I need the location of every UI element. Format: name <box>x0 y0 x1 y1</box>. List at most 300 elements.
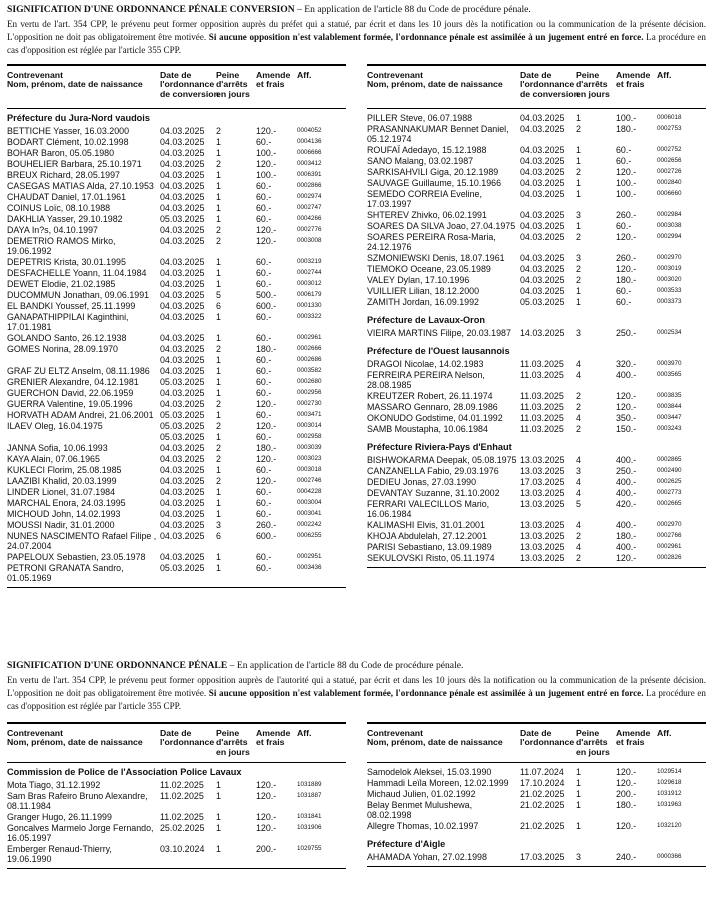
fine-amount: 60.- <box>256 563 272 573</box>
header-aff: Aff. <box>657 70 672 80</box>
table-row <box>7 181 346 191</box>
decision-date: 03.10.2024 <box>160 844 205 854</box>
case-number: 0003447 <box>657 414 682 421</box>
fine-amount: 120.- <box>616 167 637 177</box>
fine-amount: 120.- <box>256 399 277 409</box>
fine-amount: 420.- <box>616 499 637 509</box>
detention-days: 1 <box>216 844 221 854</box>
case-number: 0002242 <box>297 521 322 528</box>
case-number: 0002961 <box>297 334 322 341</box>
offender-name: MOUSSI Nadir, 31.01.2000 <box>7 520 115 530</box>
decision-date: 04.03.2025 <box>520 145 565 155</box>
fine-amount: 400.- <box>616 520 637 530</box>
table-row <box>7 531 346 551</box>
detention-days: 1 <box>216 465 221 475</box>
offender-name: GUERRA Valentine, 19.05.1996 <box>7 399 133 409</box>
decision-date: 21.02.2025 <box>520 789 565 799</box>
header-amende: Amende et frais <box>616 728 651 748</box>
decision-date: 04.03.2025 <box>160 399 205 409</box>
offender-name: NUNES NASCIMENTO Rafael Filipe , 24.07.2004 <box>7 531 157 551</box>
fine-amount: 240.- <box>616 852 637 862</box>
detention-days: 6 <box>216 301 221 311</box>
table-row <box>7 366 346 376</box>
offender-name: BETTICHE Yasser, 16.03.2000 <box>7 126 130 136</box>
offender-name: SANO Malang, 03.02.1987 <box>367 156 474 166</box>
table-row <box>367 297 706 307</box>
detention-days: 1 <box>216 192 221 202</box>
intro-text: En vertu de l'art. 354 CPP, le prévenu peut former opposition auprès de l'autorité qui a statué, par écrit et dans les 10 jours dès la notification ou la communication de la présente décision. L'opposition ne doit pas obligatoirement être motivée. <box>7 675 706 698</box>
offender-name: SEKULOVSKI Risto, 05.11.1974 <box>367 553 495 563</box>
case-number: 0003008 <box>297 237 322 244</box>
decision-date: 04.03.2025 <box>160 531 205 541</box>
table-row <box>7 520 346 530</box>
table-row <box>7 333 346 343</box>
table-row <box>7 312 346 332</box>
fine-amount: 600.- <box>256 531 277 541</box>
decision-date: 04.03.2025 <box>160 454 205 464</box>
table-row <box>367 424 706 434</box>
table-row <box>7 203 346 213</box>
decision-date: 04.03.2025 <box>160 159 205 169</box>
decision-date: 04.03.2025 <box>520 253 565 263</box>
detention-days: 5 <box>216 290 221 300</box>
decision-date: 05.03.2025 <box>520 297 565 307</box>
fine-amount: 60.- <box>256 410 272 420</box>
decision-date: 04.03.2025 <box>160 498 205 508</box>
case-number: 0003436 <box>297 564 322 571</box>
decision-date: 04.03.2025 <box>160 301 205 311</box>
fine-amount: 600.- <box>256 301 277 311</box>
decision-date: 04.03.2025 <box>160 181 205 191</box>
table-row <box>367 113 706 123</box>
fine-amount: 150.- <box>616 424 637 434</box>
fine-amount: 60.- <box>616 297 632 307</box>
offender-name: AHAMADA Yohan, 27.02.1998 <box>367 852 487 862</box>
fine-amount: 60.- <box>616 221 632 231</box>
offender-name: DEVANTAY Suzanne, 31.10.2002 <box>367 488 500 498</box>
fine-amount: 120.- <box>256 791 277 801</box>
detention-days: 2 <box>216 443 221 453</box>
intro-text: En vertu de l'art. 354 CPP, le prévenu peut former opposition auprès du préfet qui a statué, par écrit et dans les 10 jours dès la notification ou la communication de la présente décision. L'opposition ne doit pas obligatoirement être motivée. <box>7 19 706 42</box>
table-row <box>7 192 346 202</box>
detention-days: 1 <box>216 780 221 790</box>
panel-top-rule <box>367 64 706 66</box>
case-number: 1029514 <box>657 768 682 775</box>
fine-amount: 120.- <box>616 391 637 401</box>
fine-amount: 120.- <box>256 159 277 169</box>
detention-days: 4 <box>576 455 581 465</box>
offender-name: Allegre Thomas, 10.02.1997 <box>367 821 479 831</box>
case-number: 0004266 <box>297 215 322 222</box>
decision-date: 04.03.2025 <box>160 333 205 343</box>
case-number: 0002752 <box>657 146 682 153</box>
offender-name: ZAMITH Jordan, 16.09.1992 <box>367 297 479 307</box>
offender-name: GUERCHON David, 22.06.1959 <box>7 388 134 398</box>
case-number: 0002490 <box>657 467 682 474</box>
offender-name: DAKHLIA Yasser, 29.10.1982 <box>7 214 123 224</box>
decision-date: 04.03.2025 <box>160 312 205 322</box>
case-number: 0002766 <box>657 532 682 539</box>
table-row <box>367 232 706 252</box>
section-heading: SIGNIFICATION D'UNE ORDONNANCE PÉNALE CONVERSION <box>7 4 295 15</box>
header-date: Date de l'ordonnance de conversion <box>520 70 579 99</box>
table-row <box>7 476 346 486</box>
section-intro-ordonnance <box>7 674 706 713</box>
offender-name: KHOJA Abdulelah, 27.12.2001 <box>367 531 487 541</box>
detention-days: 4 <box>576 477 581 487</box>
fine-amount: 60.- <box>256 203 272 213</box>
header-date: Date de l'ordonnance <box>520 728 575 748</box>
table-row <box>367 488 706 498</box>
decision-date: 04.03.2025 <box>160 552 205 562</box>
decision-date: 04.03.2025 <box>520 113 565 123</box>
decision-date: 11.02.2025 <box>160 812 204 822</box>
fine-amount: 350.- <box>616 413 637 423</box>
detention-days: 1 <box>216 791 221 801</box>
header-aff: Aff. <box>657 728 672 738</box>
detention-days: 2 <box>216 225 221 235</box>
case-number: 0003018 <box>297 466 322 473</box>
fine-amount: 250.- <box>616 328 637 338</box>
header-bottom-rule <box>367 762 706 763</box>
offender-name: CANZANELLA Fabio, 29.03.1976 <box>367 466 499 476</box>
decision-date: 17.10.2024 <box>520 778 565 788</box>
detention-days: 2 <box>576 264 581 274</box>
panel-police-lavaux <box>7 722 346 904</box>
case-number: 0002994 <box>657 233 682 240</box>
decision-date: 04.03.2025 <box>160 148 205 158</box>
table-row <box>367 221 706 231</box>
table-row <box>7 355 346 365</box>
header-amende: Amende et frais <box>256 728 291 748</box>
case-number: 0006018 <box>657 114 682 121</box>
offender-name: FERREIRA PEREIRA Nelson, 28.08.1985 <box>367 370 485 390</box>
fine-amount: 60.- <box>256 498 272 508</box>
decision-date: 04.03.2025 <box>160 290 205 300</box>
detention-days: 1 <box>576 789 581 799</box>
table-row <box>367 402 706 412</box>
offender-name: GRENIER Alexandre, 04.12.1981 <box>7 377 139 387</box>
decision-date: 11.03.2025 <box>520 424 564 434</box>
detention-days: 1 <box>216 355 221 365</box>
table-row <box>367 778 706 788</box>
detention-days: 1 <box>216 137 221 147</box>
detention-days: 2 <box>216 476 221 486</box>
decision-date: 21.02.2025 <box>520 800 565 810</box>
intro-bold-text: Si aucune opposition n'est valablement formée, l'ordonnance pénale est assimilée à un jugement entré en force. <box>208 32 644 42</box>
detention-days: 3 <box>576 210 581 220</box>
table-row <box>367 253 706 263</box>
offender-name: CHAUDAT Daniel, 17.01.1961 <box>7 192 127 202</box>
case-number: 0003019 <box>657 265 682 272</box>
intro-end-text: La procédure en cas d'opposition est réglée par l'article 355 CPP. <box>7 688 706 711</box>
offender-name: Michaud Julien, 01.02.1992 <box>367 789 476 799</box>
offender-name: HORVATH ADAM Andrei, 21.06.2001 <box>7 410 154 420</box>
table-row <box>367 553 706 563</box>
decision-date: 17.03.2025 <box>520 852 565 862</box>
decision-date: 21.02.2025 <box>520 821 565 831</box>
case-number: 1031887 <box>297 792 322 799</box>
offender-name: ILAEV Oleg, 16.04.1975 <box>7 421 103 431</box>
case-number: 0002776 <box>297 226 322 233</box>
detention-days: 4 <box>576 359 581 369</box>
case-number: 0002970 <box>657 254 682 261</box>
decision-date: 11.07.2024 <box>520 767 564 777</box>
decision-date: 04.03.2025 <box>160 137 205 147</box>
fine-amount: 120.- <box>256 476 277 486</box>
detention-days: 2 <box>216 421 221 431</box>
header-date: Date de l'ordonnance <box>160 728 215 748</box>
case-number: 0003412 <box>297 160 322 167</box>
fine-amount: 60.- <box>256 192 272 202</box>
decision-date: 04.03.2025 <box>520 189 565 199</box>
decision-date: 04.03.2025 <box>160 236 205 246</box>
fine-amount: 260.- <box>616 210 637 220</box>
fine-amount: 60.- <box>256 377 272 387</box>
offender-name: SAMB Moustapha, 10.06.1984 <box>367 424 488 434</box>
offender-name: Belay Benmet Mulushewa, 08.02.1998 <box>367 800 473 820</box>
case-number: 0002840 <box>657 179 682 186</box>
detention-days: 1 <box>576 113 581 123</box>
table-row <box>367 124 706 144</box>
case-number: 1031906 <box>297 824 322 831</box>
detention-days: 1 <box>216 268 221 278</box>
case-number: 0003533 <box>657 287 682 294</box>
table-row <box>7 454 346 464</box>
decision-date: 04.03.2025 <box>160 344 205 354</box>
table-row <box>7 443 346 453</box>
case-number: 0002956 <box>297 389 322 396</box>
offender-name: PILLER Steve, 06.07.1988 <box>367 113 473 123</box>
group-heading: Préfecture du Jura-Nord vaudois <box>7 113 150 123</box>
fine-amount: 260.- <box>616 253 637 263</box>
table-row <box>7 552 346 562</box>
decision-date: 13.03.2025 <box>520 466 565 476</box>
case-number: 0003020 <box>657 276 682 283</box>
header-contrevenant: Contrevenant Nom, prénom, date de naissance <box>367 728 503 748</box>
table-row <box>7 563 346 583</box>
fine-amount: 60.- <box>256 257 272 267</box>
case-number: 0002730 <box>297 400 322 407</box>
table-row <box>7 159 346 169</box>
intro-bold-text: Si aucune opposition n'est valablement formée, l'ordonnance pénale est assimilée à un jugement entré en force. <box>208 688 644 698</box>
header-date: Date de l'ordonnance de conversion <box>160 70 219 99</box>
fine-amount: 120.- <box>616 778 637 788</box>
offender-name: SARKISAHVILI Giga, 20.12.1989 <box>367 167 499 177</box>
table-row <box>367 789 706 799</box>
fine-amount: 60.- <box>616 145 632 155</box>
fine-amount: 120.- <box>256 812 277 822</box>
detention-days: 1 <box>216 181 221 191</box>
fine-amount: 60.- <box>256 487 272 497</box>
table-row <box>7 823 346 843</box>
detention-days: 1 <box>216 563 221 573</box>
decision-date: 13.03.2025 <box>520 553 565 563</box>
header-contrevenant: Contrevenant Nom, prénom, date de naissance <box>7 728 143 748</box>
fine-amount: 60.- <box>256 181 272 191</box>
panel-top-rule <box>367 722 706 724</box>
offender-name: DEDIEU Jonas, 27.03.1990 <box>367 477 477 487</box>
case-number: 0003243 <box>657 425 682 432</box>
header-bottom-rule <box>7 762 346 763</box>
fine-amount: 60.- <box>256 268 272 278</box>
fine-amount: 100.- <box>256 170 277 180</box>
table-row <box>367 477 706 487</box>
panel-bottom-rule <box>367 866 706 867</box>
decision-date: 05.03.2025 <box>160 410 205 420</box>
table-row <box>367 391 706 401</box>
decision-date: 11.03.2025 <box>520 370 564 380</box>
decision-date: 04.03.2025 <box>160 279 205 289</box>
fine-amount: 180.- <box>256 344 277 354</box>
detention-days: 1 <box>216 812 221 822</box>
decision-date: 13.03.2025 <box>520 499 565 509</box>
detention-days: 2 <box>216 236 221 246</box>
offender-name: GOMES Norina, 28.09.1970 <box>7 344 118 354</box>
case-number: 0006255 <box>297 532 322 539</box>
table-row <box>7 290 346 300</box>
section-heading: SIGNIFICATION D'UNE ORDONNANCE PÉNALE <box>7 660 228 671</box>
offender-name: TIEMOKO Oceane, 23.05.1989 <box>367 264 491 274</box>
offender-name: KUKLECI Florim, 25.08.1985 <box>7 465 122 475</box>
group-heading: Préfecture de l'Ouest lausannois <box>367 346 510 356</box>
detention-days: 5 <box>576 499 581 509</box>
case-number: 0003565 <box>657 371 682 378</box>
table-row <box>7 432 346 442</box>
table-row <box>7 377 346 387</box>
table-row <box>367 413 706 423</box>
decision-date: 13.03.2025 <box>520 455 565 465</box>
fine-amount: 180.- <box>616 531 637 541</box>
offender-name: KAYA Alain, 07.06.1965 <box>7 454 100 464</box>
detention-days: 3 <box>576 466 581 476</box>
case-number: 0003039 <box>297 444 322 451</box>
table-row <box>7 498 346 508</box>
detention-days: 1 <box>216 333 221 343</box>
case-number: 0002680 <box>297 378 322 385</box>
detention-days: 3 <box>576 253 581 263</box>
offender-name: Samodelok Aleksei, 15.03.1990 <box>367 767 492 777</box>
offender-name: BODART Clément, 10.02.1998 <box>7 137 129 147</box>
fine-amount: 200.- <box>256 844 277 854</box>
offender-name: SOARES PEREIRA Rosa-Maria, 24.12.1976 <box>367 232 496 252</box>
fine-amount: 120.- <box>616 402 637 412</box>
table-row <box>7 170 346 180</box>
decision-date: 04.03.2025 <box>520 275 565 285</box>
fine-amount: 60.- <box>256 432 272 442</box>
fine-amount: 400.- <box>616 542 637 552</box>
decision-date: 04.03.2025 <box>160 487 205 497</box>
panel-bottom-rule <box>7 868 346 869</box>
table-row <box>7 509 346 519</box>
fine-amount: 120.- <box>616 232 637 242</box>
detention-days: 1 <box>576 778 581 788</box>
decision-date: 11.02.2025 <box>160 791 204 801</box>
detention-days: 2 <box>576 275 581 285</box>
case-number: 0003471 <box>297 411 322 418</box>
case-number: 0003004 <box>297 499 322 506</box>
offender-name: SEMEDO CORREIA Eveline, 17.03.1997 <box>367 189 482 209</box>
detention-days: 1 <box>576 221 581 231</box>
offender-name: SOARES DA SILVA Joao, 27.04.1975 <box>367 221 516 231</box>
decision-date: 04.03.2025 <box>160 520 205 530</box>
header-amende: Amende et frais <box>616 70 651 90</box>
case-number: 0002984 <box>657 211 682 218</box>
decision-date: 04.03.2025 <box>160 268 205 278</box>
case-number: 0002656 <box>657 157 682 164</box>
decision-date: 04.03.2025 <box>160 192 205 202</box>
header-aff: Aff. <box>297 728 312 738</box>
decision-date: 04.03.2025 <box>520 156 565 166</box>
detention-days: 2 <box>576 167 581 177</box>
decision-date: 05.03.2025 <box>160 432 205 442</box>
detention-days: 1 <box>576 189 581 199</box>
detention-days: 1 <box>576 156 581 166</box>
decision-date: 04.03.2025 <box>160 170 205 180</box>
offender-name: ROUFAÏ Adedayo, 15.12.1988 <box>367 145 487 155</box>
detention-days: 2 <box>576 402 581 412</box>
decision-date: 04.03.2025 <box>160 509 205 519</box>
panel-bottom-rule <box>367 567 706 568</box>
offender-name: COINUS Loïc, 08.10.1988 <box>7 203 111 213</box>
offender-name: EL BANDKI Youssef, 25.11.1999 <box>7 301 136 311</box>
detention-days: 4 <box>576 370 581 380</box>
detention-days: 2 <box>576 553 581 563</box>
offender-name: PARISI Sebastiano, 13.09.1989 <box>367 542 492 552</box>
table-row <box>367 520 706 530</box>
detention-days: 3 <box>576 852 581 862</box>
case-number: 0006666 <box>297 149 322 156</box>
case-number: 0002625 <box>657 478 682 485</box>
case-number: 0002866 <box>297 182 322 189</box>
table-row <box>7 388 346 398</box>
case-number: 0002666 <box>297 345 322 352</box>
fine-amount: 180.- <box>616 800 637 810</box>
decision-date: 04.03.2025 <box>160 366 205 376</box>
table-row <box>367 210 706 220</box>
decision-date: 11.03.2025 <box>520 413 564 423</box>
decision-date: 13.03.2025 <box>520 531 565 541</box>
offender-name: KREUTZER Robert, 26.11.1974 <box>367 391 493 401</box>
table-row <box>367 542 706 552</box>
table-row <box>7 780 346 790</box>
decision-date: 05.03.2025 <box>160 563 205 573</box>
fine-amount: 60.- <box>256 333 272 343</box>
offender-name: LAAZIBI Khalid, 20.03.1999 <box>7 476 117 486</box>
case-number: 0002773 <box>657 489 682 496</box>
case-number: 0002970 <box>657 521 682 528</box>
panel-bottom-rule <box>7 587 346 588</box>
fine-amount: 60.- <box>256 279 272 289</box>
offender-name: DEPETRIS Krista, 30.01.1995 <box>7 257 126 267</box>
fine-amount: 120.- <box>256 780 277 790</box>
header-contrevenant: Contrevenant Nom, prénom, date de naissance <box>367 70 503 90</box>
case-number: 0002753 <box>657 125 682 132</box>
case-number: 0002744 <box>297 269 322 276</box>
offender-name: Granger Hugo, 26.11.1999 <box>7 812 112 822</box>
detention-days: 2 <box>216 344 221 354</box>
header-peine: Peine d'arrêts en jours <box>216 728 250 757</box>
fine-amount: 120.- <box>256 454 277 464</box>
case-number: 0002826 <box>657 554 682 561</box>
table-row <box>367 264 706 274</box>
fine-amount: 400.- <box>616 477 637 487</box>
fine-amount: 120.- <box>256 421 277 431</box>
table-row <box>367 178 706 188</box>
offender-name: Emberger Renaud-Thierry, 19.06.1990 <box>7 844 112 864</box>
decision-date: 04.03.2025 <box>520 124 565 134</box>
table-row <box>7 791 346 811</box>
